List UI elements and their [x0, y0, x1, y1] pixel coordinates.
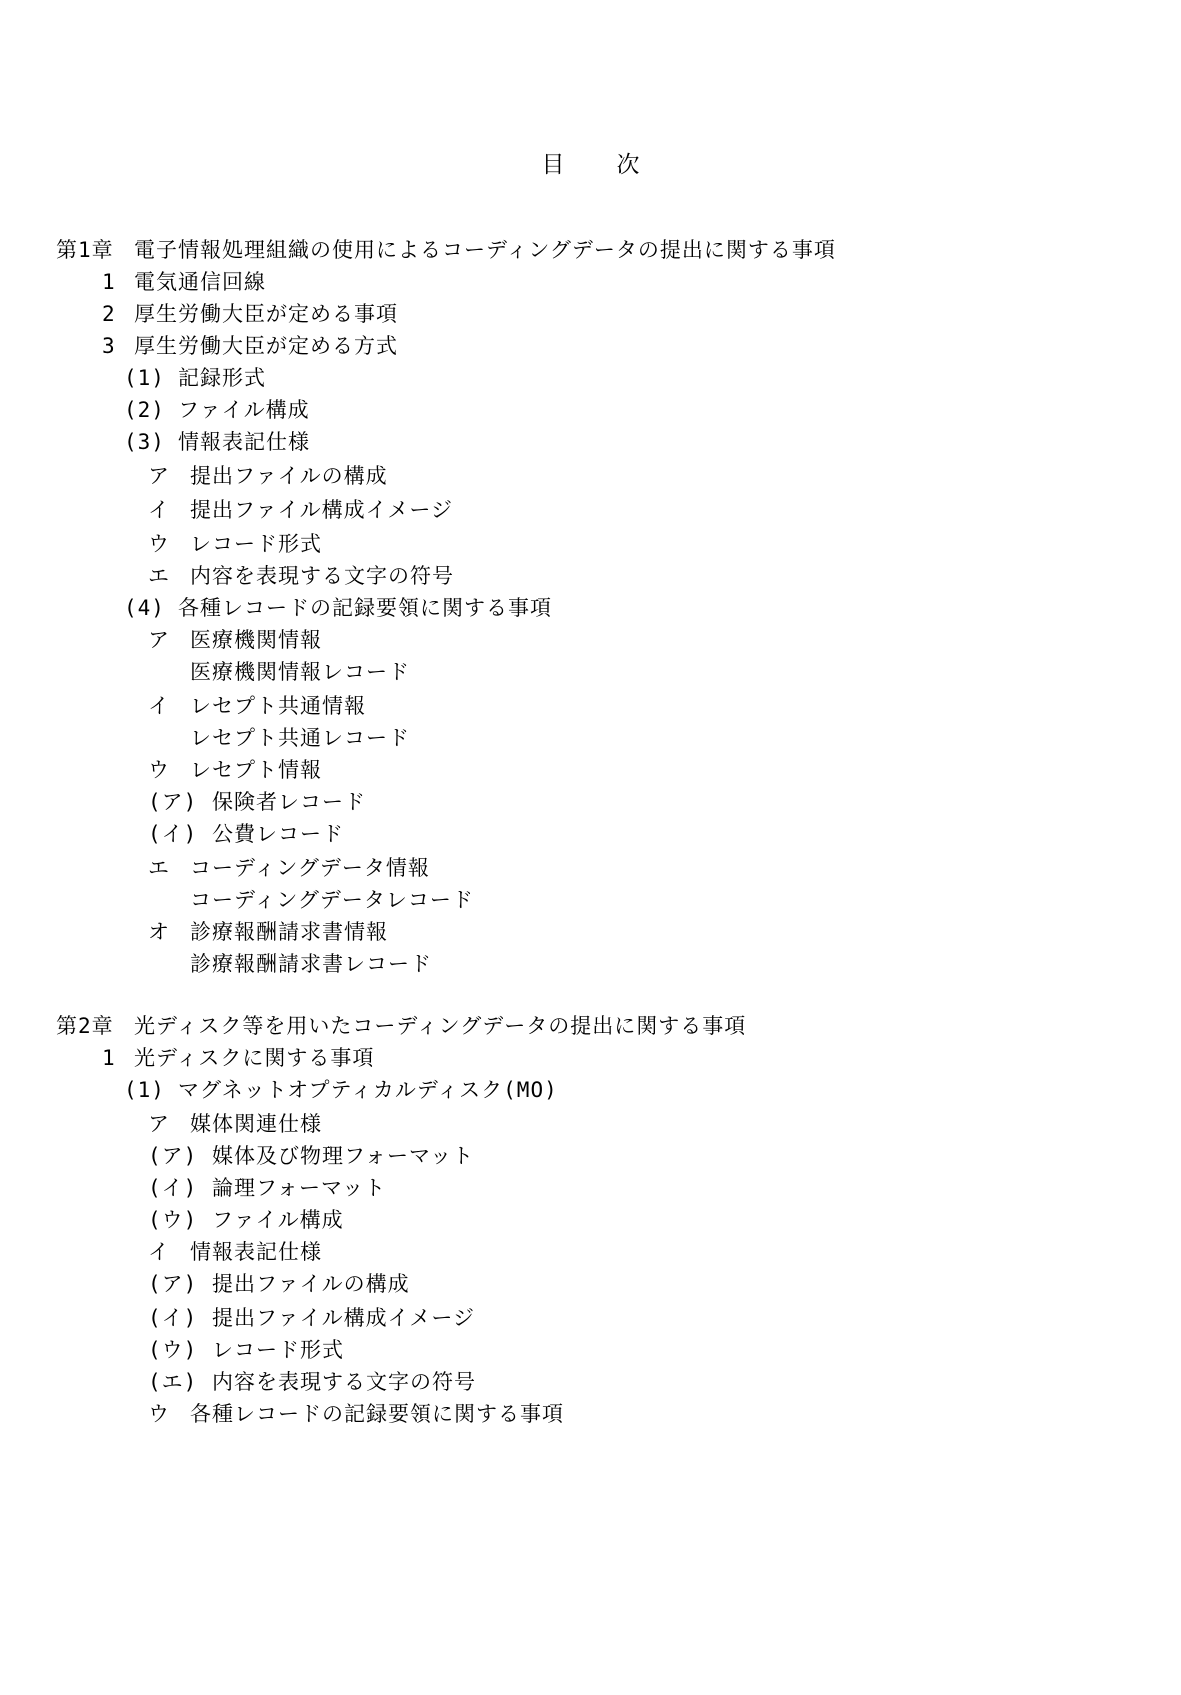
- toc-entry[interactable]: [148, 1206, 344, 1234]
- toc-entry-label: 第2章: [56, 1014, 114, 1038]
- toc-entry-text: 医療機関情報レコード: [190, 660, 410, 684]
- toc-entry-label: イ: [148, 498, 170, 522]
- toc-entry-text: 各種レコードの記録要領に関する事項: [190, 1402, 564, 1426]
- toc-entry[interactable]: [148, 886, 474, 914]
- toc-entry-text: レコード形式: [190, 532, 322, 556]
- toc-entry[interactable]: [148, 562, 454, 590]
- toc-entry-text: 医療機関情報: [190, 628, 322, 652]
- toc-entry[interactable]: [148, 788, 366, 816]
- toc-entry-text: 媒体及び物理フォーマット: [212, 1144, 475, 1168]
- toc-entry-label: ア: [148, 1112, 170, 1136]
- toc-entry-label: (3): [124, 430, 165, 454]
- toc-entry-label: イ: [148, 1240, 170, 1264]
- toc-entry[interactable]: [148, 918, 388, 946]
- toc-entry-text: 情報表記仕様: [178, 430, 310, 454]
- toc-entry[interactable]: [148, 950, 432, 978]
- toc-entry-label: エ: [148, 856, 170, 880]
- toc-entry-text: 提出ファイル構成イメージ: [190, 498, 453, 522]
- toc-entry-label: (ア): [148, 790, 198, 814]
- toc-entry-text: 厚生労働大臣が定める事項: [134, 302, 398, 326]
- toc-entry-label: (ア): [148, 1272, 198, 1296]
- toc-entry-text: 提出ファイル構成イメージ: [212, 1306, 475, 1330]
- toc-entry[interactable]: [148, 462, 388, 490]
- toc-entry[interactable]: [148, 1304, 475, 1332]
- toc-entry[interactable]: [102, 1044, 374, 1072]
- toc-entry-label: ウ: [148, 532, 170, 556]
- toc-entry[interactable]: [148, 854, 430, 882]
- toc-entry-text: レコード形式: [212, 1338, 344, 1362]
- toc-entry-text: 診療報酬請求書レコード: [190, 952, 432, 976]
- toc-entry[interactable]: [124, 364, 266, 392]
- toc-entry-text: 記録形式: [178, 366, 266, 390]
- toc-entry-text: ファイル構成: [212, 1208, 344, 1232]
- toc-entry-label: エ: [148, 564, 170, 588]
- toc-entry-text: 各種レコードの記録要領に関する事項: [178, 596, 552, 620]
- toc-entry-text: 光ディスク等を用いたコーディングデータの提出に関する事項: [134, 1014, 747, 1038]
- toc-entry-text: 保険者レコード: [212, 790, 366, 814]
- toc-entry-text: 光ディスクに関する事項: [134, 1046, 375, 1070]
- toc-entry[interactable]: [124, 396, 310, 424]
- toc-entry[interactable]: [102, 300, 398, 328]
- toc-entry[interactable]: [102, 332, 398, 360]
- toc-entry[interactable]: [148, 724, 410, 752]
- toc-entry[interactable]: [148, 1368, 476, 1396]
- toc-entry-text: 内容を表現する文字の符号: [190, 564, 454, 588]
- toc-entry-label: (ア): [148, 1144, 198, 1168]
- toc-entry[interactable]: [124, 428, 310, 456]
- toc-entry-label: (4): [124, 596, 165, 620]
- toc-entry[interactable]: [148, 658, 410, 686]
- toc-entry-text: マグネットオプティカルディスク(MO): [178, 1078, 558, 1102]
- toc-entry-label: (1): [124, 1078, 165, 1102]
- toc-entry-chapter[interactable]: [56, 1012, 746, 1040]
- toc-entry[interactable]: [148, 1238, 322, 1266]
- toc-entry-text: 電気通信回線: [134, 270, 266, 294]
- toc-entry-label: (2): [124, 398, 165, 422]
- toc-entry-text: ファイル構成: [178, 398, 310, 422]
- toc-entry-label: 1: [102, 1046, 116, 1070]
- toc-entry-label: (ウ): [148, 1338, 198, 1362]
- toc-entry[interactable]: [148, 756, 322, 784]
- toc-entry[interactable]: [148, 1142, 474, 1170]
- toc-entry-text: レセプト共通情報: [190, 694, 366, 718]
- toc-entry[interactable]: [148, 820, 344, 848]
- toc-entry-label: ア: [148, 464, 170, 488]
- toc-entry[interactable]: [124, 1076, 558, 1104]
- toc-entry-label: ウ: [148, 758, 170, 782]
- toc-entry-text: 公費レコード: [212, 822, 344, 846]
- toc-entry-label: 第1章: [56, 238, 114, 262]
- toc-entry[interactable]: [102, 268, 266, 296]
- toc-entry-chapter[interactable]: [56, 236, 836, 264]
- page-title-part-1: 目: [541, 152, 565, 178]
- toc-entry-label: 2: [102, 302, 116, 326]
- toc-entry-text: 内容を表現する文字の符号: [212, 1370, 476, 1394]
- toc-entry[interactable]: [148, 692, 366, 720]
- toc-entry-text: コーディングデータレコード: [190, 888, 474, 912]
- toc-entry[interactable]: [124, 594, 552, 622]
- toc-entry-text: レセプト共通レコード: [190, 726, 410, 750]
- toc-entry-label: 3: [102, 334, 116, 358]
- toc-entry[interactable]: [148, 626, 322, 654]
- toc-entry[interactable]: [148, 496, 453, 524]
- toc-entry[interactable]: [148, 1336, 344, 1364]
- toc-entry-text: 媒体関連仕様: [190, 1112, 322, 1136]
- toc-entry-label: オ: [148, 920, 170, 944]
- toc-entry-text: 提出ファイルの構成: [190, 464, 388, 488]
- toc-entry-label: (1): [124, 366, 165, 390]
- toc-entry[interactable]: [148, 1270, 410, 1298]
- toc-entry[interactable]: [148, 530, 322, 558]
- toc-entry-label: 1: [102, 270, 116, 294]
- toc-entry-label: ウ: [148, 1402, 170, 1426]
- toc-entry-text: 電子情報処理組織の使用によるコーディングデータの提出に関する事項: [134, 238, 836, 262]
- toc-entry-label: (イ): [148, 1306, 198, 1330]
- toc-entry[interactable]: [148, 1174, 386, 1202]
- toc-entry-text: レセプト情報: [190, 758, 322, 782]
- toc-entry-label: (イ): [148, 1176, 198, 1200]
- toc-entry-label: (イ): [148, 822, 198, 846]
- toc-entry-text: 情報表記仕様: [190, 1240, 322, 1264]
- toc-entry-label: (エ): [148, 1370, 198, 1394]
- toc-entry-label: (ウ): [148, 1208, 198, 1232]
- toc-entry-label: イ: [148, 694, 170, 718]
- page-title-part-2: 次: [616, 152, 640, 178]
- toc-entry[interactable]: [148, 1110, 322, 1138]
- toc-entry-text: 提出ファイルの構成: [212, 1272, 410, 1296]
- toc-entry-text: コーディングデータ情報: [190, 856, 430, 880]
- toc-entry-text: 論理フォーマット: [212, 1176, 387, 1200]
- toc-entry-text: 厚生労働大臣が定める方式: [134, 334, 398, 358]
- toc-entry-text: 診療報酬請求書情報: [190, 920, 388, 944]
- toc-entry[interactable]: [148, 1400, 564, 1428]
- toc-entry-label: ア: [148, 628, 170, 652]
